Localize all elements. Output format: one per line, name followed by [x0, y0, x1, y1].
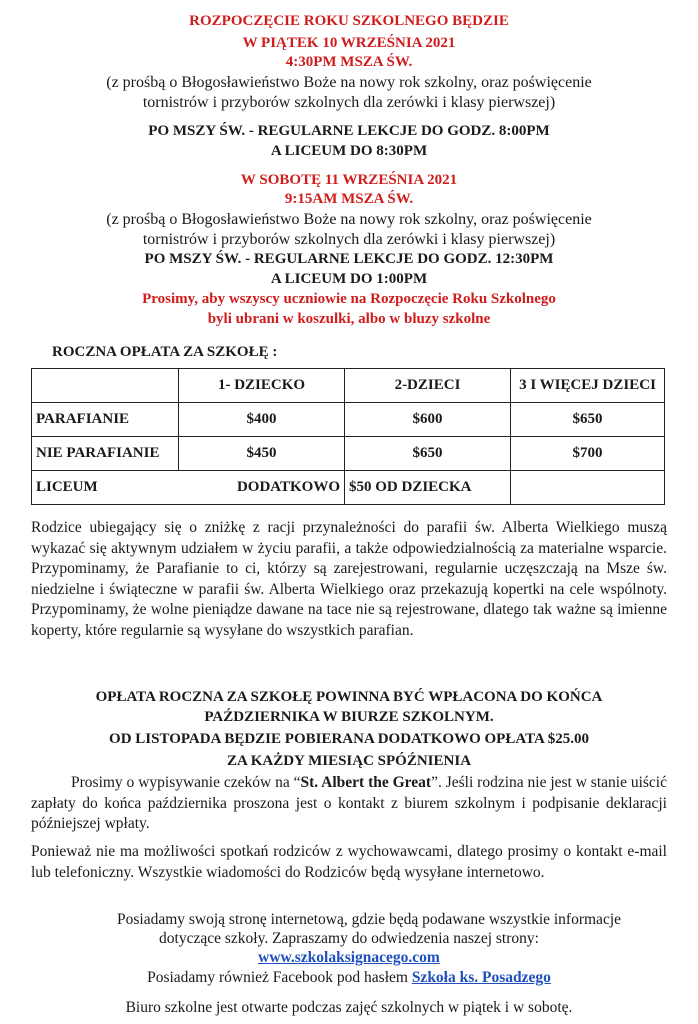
fee-header-two-children: 2-DZIECI: [345, 369, 511, 403]
fee-header-three-children: 3 I WIĘCEJ DZIECI: [511, 369, 665, 403]
saturday-date: W SOBOTĘ 11 WRZEŚNIA 2021: [240, 172, 458, 188]
website-line-1: Posiadamy swoją stronę internetową, gdzie będą podawane wszystkie informacje: [116, 911, 622, 928]
saturday-note-line-1: (z prośbą o Błogosławieństwo Boże na nowy rok szkolny, oraz poświęcenie: [106, 211, 592, 228]
website-link-row: [0, 948, 698, 967]
fee-table-header-row: [32, 369, 665, 403]
fee-cell-empty: [511, 471, 665, 505]
facebook-line: [0, 968, 698, 987]
saturday-note-line-2: tornistrów i przyborów szkolnych dla zerówki i klasy pierwszej): [142, 231, 556, 248]
saturday-lessons-line-1: PO MSZY ŚW. - REGULARNE LEKCJE DO GODZ. 12:30PM: [144, 251, 554, 267]
website-line-2: dotyczące szkoły. Zapraszamy do odwiedzenia naszej strony:: [159, 930, 539, 947]
fee-cell: $650: [345, 437, 511, 471]
friday-lessons-line-1: PO MSZY ŚW. - REGULARNE LEKCJE DO GODZ. 8:00PM: [148, 123, 550, 139]
start-year-heading: ROZPOCZĘCIE ROKU SZKOLNEGO BĘDZIE: [189, 13, 509, 29]
fee-cell: $450: [179, 437, 345, 471]
high-school-extra-fee: $50 OD DZIECKA: [345, 471, 511, 505]
fee-header-one-child: 1- DZIECKO: [179, 369, 345, 403]
high-school-extra-label: DODATKOWO: [179, 471, 345, 505]
checks-text-post: ”. Jeśli rodzina nie jest w stanie uiścić zapłaty do końca października proszona jest o kontakt z biurem szkolnym i podpisanie deklaracji późniejszej wpłaty.: [31, 774, 667, 832]
checks-payee: St. Albert the Great: [300, 774, 432, 791]
fee-header-empty: [32, 369, 179, 403]
friday-date: W PIĄTEK 10 WRZEŚNIA 2021: [242, 35, 456, 51]
row-label-non-parishioners: NIE PARAFIANIE: [32, 437, 179, 471]
uniform-request-line-1: Prosimy, aby wszyscy uczniowie na Rozpoczęcie Roku Szkolnego: [142, 291, 556, 307]
office-hours: Biuro szkolne jest otwarte podczas zajęć szkolnych w piątek i w sobotę.: [125, 999, 573, 1016]
row-label-high-school: LICEUM: [32, 471, 179, 505]
fee-table: [31, 368, 665, 505]
friday-note-line-2: tornistrów i przyborów szkolnych dla zerówki i klasy pierwszej): [142, 94, 556, 111]
uniform-request-line-2: byli ubrani w koszulki, albo w bluzy szkolne: [207, 311, 491, 327]
friday-lessons-line-2: A LICEUM DO 8:30PM: [270, 143, 428, 159]
facebook-link[interactable]: Szkoła ks. Posadzego: [411, 969, 551, 986]
row-label-parishioners: PARAFIANIE: [32, 403, 179, 437]
late-fee-line-1: OD LISTOPADA BĘDZIE POBIERANA DODATKOWO OPŁATA $25.00: [109, 731, 589, 747]
fee-cell: $600: [345, 403, 511, 437]
late-fee-line-2: ZA KAŻDY MIESIĄC SPÓŹNIENIA: [226, 753, 472, 769]
table-row: [32, 437, 665, 471]
friday-note-line-1: (z prośbą o Błogosławieństwo Boże na nowy rok szkolny, oraz poświęcenie: [106, 74, 592, 91]
fee-title: ROCZNA OPŁATA ZA SZKOŁĘ :: [52, 344, 278, 360]
contact-paragraph: Ponieważ nie ma możliwości spotkań rodziców z wychowawcami, dlatego prosimy o kontakt e-mail lub telefoniczny. Wszystkie wiadomości do Rodziców będą wysyłane internetowo.: [31, 843, 667, 881]
checks-paragraph: [31, 773, 667, 835]
discount-paragraph: Rodzice ubiegający się o zniżkę z racji przynależności do parafii św. Alberta Wielkiego muszą wykazać się aktywnym udziałem w życiu parafii, a także odpowiedzialnością za materialne wsparcie. Przypominamy, że Parafianie to ci, którzy są zarejestrowani, regularnie uczęszczają na Msze św. niedzielne i świąteczne w parafii św. Alberta Wielkiego oraz przekazują kopertki na cele wspólnoty. Przypominamy, że wolne pieniądze dawane na tace nie są rejestrowane, dlatego tak ważne są imienne koperty, które regularnie są wysyłane do wszystkich parafian.: [31, 519, 667, 639]
fee-cell: $700: [511, 437, 665, 471]
saturday-mass-time: 9:15AM MSZA ŚW.: [284, 191, 414, 207]
checks-text-pre: Prosimy o wypisywanie czeków na “: [71, 774, 301, 791]
fee-cell: $650: [511, 403, 665, 437]
website-link[interactable]: www.szkolaksignacego.com: [258, 949, 440, 966]
payment-deadline-line-1: OPŁATA ROCZNA ZA SZKOŁĘ POWINNA BYĆ WPŁACONA DO KOŃCA: [95, 689, 603, 705]
fee-cell: $400: [179, 403, 345, 437]
table-row: [32, 403, 665, 437]
table-row: [32, 471, 665, 505]
saturday-lessons-line-2: A LICEUM DO 1:00PM: [270, 271, 428, 287]
facebook-text: Posiadamy również Facebook pod hasłem: [147, 969, 412, 986]
payment-deadline-line-2: PAŹDZIERNIKA W BIURZE SZKOLNYM.: [204, 709, 494, 725]
friday-mass-time: 4:30PM MSZA ŚW.: [285, 54, 413, 70]
